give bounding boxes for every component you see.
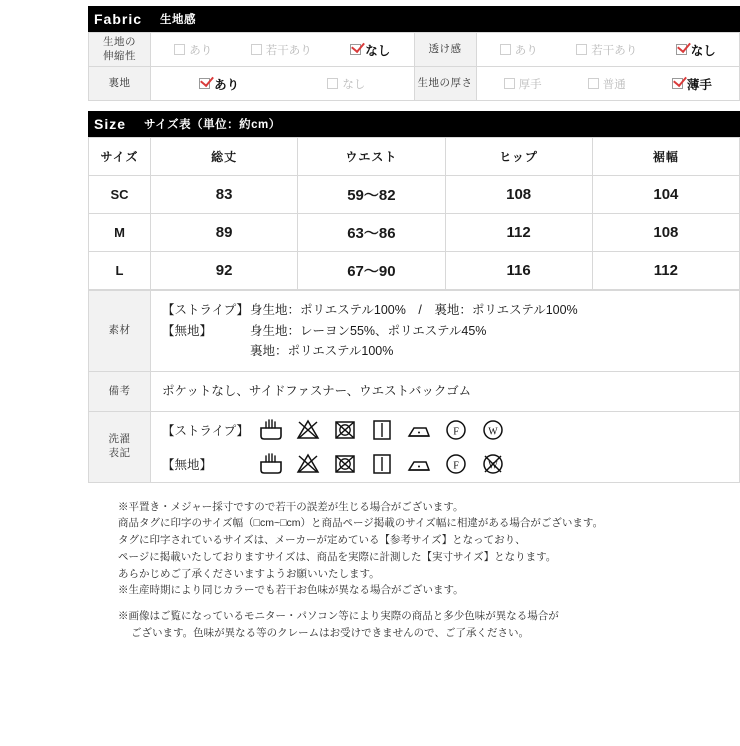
size-cell: 89 [151, 214, 298, 252]
option-label: あり [514, 44, 538, 57]
table-row [89, 252, 740, 290]
no-bleach-icon [295, 451, 321, 477]
checkbox-icon[interactable] [174, 44, 185, 55]
option-thickness-usude[interactable] [672, 75, 712, 93]
table-header-row [89, 138, 740, 176]
table-row [89, 176, 740, 214]
table-row [89, 67, 740, 101]
size-cell: 112 [592, 252, 739, 290]
checkbox-icon[interactable] [251, 44, 262, 55]
option-label: なし [365, 43, 391, 58]
material-tag: 【無地】 [162, 323, 213, 338]
size-row-label: M [89, 214, 151, 252]
size-cell: 83 [151, 176, 298, 214]
note-color-line: ※画像はご覧になっているモニター・パソコン等により実際の商品と多少色味が異なる場合が [118, 610, 559, 623]
size-cell: 108 [592, 214, 739, 252]
checkbox-icon[interactable] [576, 44, 587, 55]
laundry-row-group [89, 411, 740, 482]
laundry-row-stripe [152, 413, 738, 447]
iron-low-icon [406, 417, 432, 443]
material-line [162, 300, 728, 321]
notes-block [118, 499, 678, 642]
size-cell: 63〜86 [298, 214, 445, 252]
option-label: 若干あり [591, 44, 638, 57]
option-label: なし [690, 43, 716, 58]
material-tag: 【ストライプ】 [162, 303, 249, 317]
size-subtitle: サイズ表（単位：約cm） [144, 119, 281, 131]
option-sheer-ari[interactable] [500, 42, 538, 58]
remarks-body [151, 371, 740, 411]
size-col-header: サイズ [89, 138, 151, 176]
remarks-row [89, 371, 740, 411]
checkbox-checked-icon[interactable] [676, 44, 687, 55]
note-line: 商品タグに印字のサイズ幅（□cm~□cm）と商品ページ掲載のサイズ幅に相違がある場合がございます。 [118, 517, 604, 530]
material-line [162, 321, 728, 342]
material-text: 身生地：レーヨン55%、ポリエステル45% [250, 323, 487, 338]
material-text: 身生地：ポリエステル100% / 裏地：ポリエステル100% [250, 303, 578, 317]
material-line [162, 341, 728, 362]
iron-low-icon [406, 451, 432, 477]
remarks-text: ポケットなし、サイドファスナー、ウエストバックゴム [162, 383, 472, 398]
checkbox-icon[interactable] [500, 44, 511, 55]
note-color-line: ございます。色味が異なる等のクレームはお受けできませんので、ご了承ください。 [131, 627, 529, 640]
checkbox-icon[interactable] [504, 78, 515, 89]
material-text: 裏地：ポリエステル100% [250, 344, 394, 359]
material-label: 素材 [89, 291, 151, 372]
option-label: 厚手 [518, 78, 542, 91]
drip-dry-icon [369, 417, 395, 443]
remarks-label: 備考 [89, 371, 151, 411]
laundry-label: 洗濯 表記 [89, 411, 151, 482]
size-col-header: 裾幅 [592, 138, 739, 176]
size-cell: 92 [151, 252, 298, 290]
option-label: 普通 [602, 78, 626, 91]
note-line: タグに印字されているサイズは、メーカーが定めている【参考サイズ】となっており、 [118, 534, 526, 547]
option-stretch-nashi[interactable] [350, 41, 390, 59]
info-table [88, 290, 740, 483]
size-cell: 59〜82 [298, 176, 445, 214]
fabric-row2-right-label: 生地の厚さ [414, 67, 476, 101]
fabric-subtitle: 生地感 [160, 14, 197, 26]
no-wet-clean-icon [480, 451, 506, 477]
laundry-icons [258, 417, 506, 443]
svg-text:W: W [488, 426, 498, 437]
checkbox-checked-icon[interactable] [672, 78, 683, 89]
material-row [89, 291, 740, 372]
hand-wash-icon [258, 417, 284, 443]
size-cell: 104 [592, 176, 739, 214]
option-lining-nashi[interactable] [327, 76, 365, 92]
laundry-tag: 【無地】 [162, 457, 213, 472]
option-sheer-jakkan[interactable] [576, 42, 637, 58]
fabric-section-header [88, 6, 740, 32]
size-table [88, 137, 740, 290]
option-thickness-atsude[interactable] [504, 76, 542, 92]
option-label: あり [214, 77, 240, 92]
fabric-row2-right-options [476, 67, 740, 101]
material-body [151, 291, 740, 372]
svg-text:F: F [453, 460, 459, 471]
size-cell: 108 [445, 176, 592, 214]
laundry-icons [258, 451, 506, 477]
table-row [89, 214, 740, 252]
laundry-tag: 【ストライプ】 [162, 423, 249, 438]
option-thickness-futsu[interactable] [588, 76, 626, 92]
size-cell: 67〜90 [298, 252, 445, 290]
size-row-label: SC [89, 176, 151, 214]
fabric-title: Fabric [94, 11, 143, 27]
fabric-row1-right-label: 透け感 [414, 33, 476, 67]
checkbox-checked-icon[interactable] [350, 44, 361, 55]
fabric-row1-right-options [476, 33, 740, 67]
fabric-table [88, 32, 740, 101]
size-section-header [88, 111, 740, 137]
size-col-header: ウエスト [298, 138, 445, 176]
wet-clean-w-icon [480, 417, 506, 443]
option-label: あり [189, 44, 213, 57]
option-stretch-jakkan[interactable] [251, 42, 312, 58]
option-sheer-nashi[interactable] [676, 41, 716, 59]
size-cell: 112 [445, 214, 592, 252]
checkbox-checked-icon[interactable] [199, 78, 210, 89]
fabric-row1-left-options [151, 33, 415, 67]
no-bleach-icon [295, 417, 321, 443]
note-line: あらかじめご了承くださいますようお願いいたします。 [118, 567, 380, 580]
option-label: なし [342, 78, 366, 91]
no-tumble-dry-icon [332, 417, 358, 443]
laundry-row-plain [152, 447, 738, 481]
size-cell: 116 [445, 252, 592, 290]
fabric-row2-left-options [151, 67, 415, 101]
svg-text:F: F [453, 426, 459, 437]
note-line: ※生産時期により同じカラーでも若干お色味が異なる場合がございます。 [118, 584, 464, 597]
fabric-row1-left-label: 生地の 伸縮性 [89, 33, 151, 67]
no-tumble-dry-icon [332, 451, 358, 477]
size-col-header: ヒップ [445, 138, 592, 176]
table-row [89, 33, 740, 67]
option-label: 薄手 [686, 77, 712, 92]
svg-text:W: W [488, 460, 498, 471]
laundry-body [151, 411, 740, 482]
option-lining-ari[interactable] [199, 75, 239, 93]
dryclean-f-icon [443, 417, 469, 443]
drip-dry-icon [369, 451, 395, 477]
size-row-label: L [89, 252, 151, 290]
dryclean-f-icon [443, 451, 469, 477]
hand-wash-icon [258, 451, 284, 477]
checkbox-icon[interactable] [327, 78, 338, 89]
size-col-header: 総丈 [151, 138, 298, 176]
note-line: ページに掲載いたしておりますサイズは、商品を実際に計測した【実寸サイズ】となります。 [118, 550, 557, 563]
fabric-row2-left-label: 裏地 [89, 67, 151, 101]
checkbox-icon[interactable] [588, 78, 599, 89]
size-title: Size [94, 116, 127, 132]
option-label: 若干あり [265, 44, 312, 57]
note-line: ※平置き・メジャー採寸ですので若干の誤差が生じる場合がございます。 [118, 500, 464, 513]
option-stretch-ari[interactable] [174, 42, 212, 58]
product-spec-page [0, 6, 740, 746]
